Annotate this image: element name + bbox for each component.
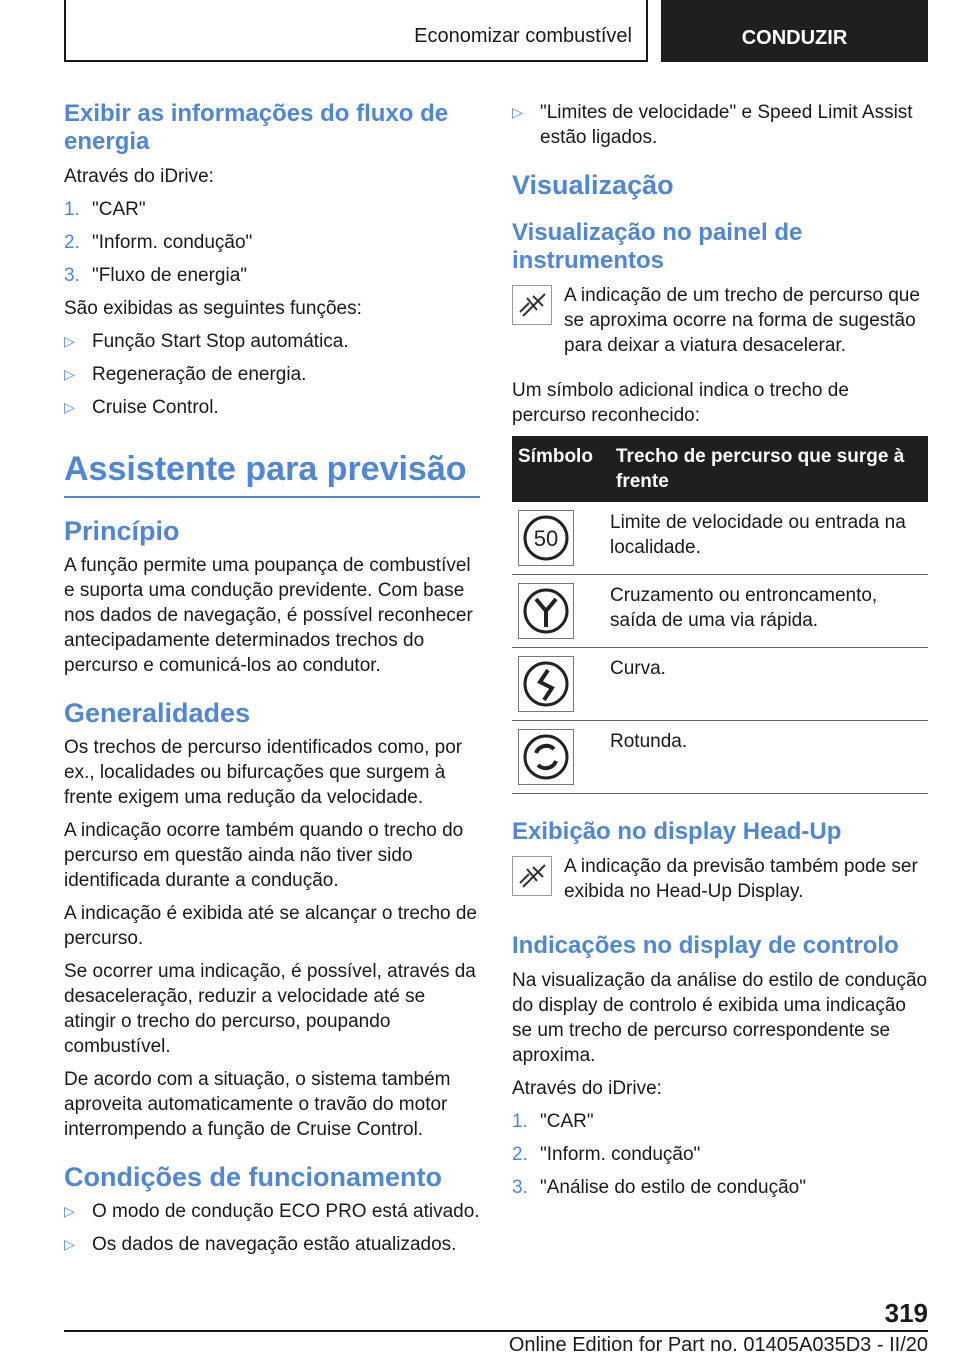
paragraph-general-2: A indicação ocorre também quando o trecho do percurso em questão ainda não tiver sido identificada durante a condução. bbox=[64, 820, 464, 891]
step-number: 3. bbox=[64, 265, 80, 286]
triangle-bullet-icon: ▷ bbox=[64, 1236, 75, 1252]
step-number: 3. bbox=[512, 1177, 528, 1198]
note-text: A indicação da previsão também pode ser exibida no Head-Up Display. bbox=[564, 856, 918, 902]
table-row bbox=[512, 575, 928, 648]
list-item: 1. "CAR" bbox=[512, 1111, 594, 1132]
heading-general: Generalidades bbox=[64, 698, 251, 728]
symbol-table bbox=[512, 436, 928, 794]
conditions-list-continued bbox=[512, 100, 928, 150]
left-column bbox=[64, 100, 480, 1265]
steps-list bbox=[512, 1109, 928, 1200]
note-icon bbox=[512, 285, 552, 325]
heading-conditions: Condições de funcionamento bbox=[64, 1162, 443, 1192]
table-cell: Rotunda. bbox=[610, 721, 928, 794]
step-number: 1. bbox=[64, 199, 80, 220]
list-item: 3. "Fluxo de energia" bbox=[64, 265, 248, 286]
junction-icon bbox=[518, 583, 574, 639]
speed-limit-50-icon bbox=[518, 510, 574, 566]
heading-hud: Exibição no display Head-Up bbox=[512, 818, 842, 845]
functions-list bbox=[64, 329, 480, 420]
note-text: A indicação de um trecho de percurso que se aproxima ocorre na forma de sugestão para deixar a viatura desacelerar. bbox=[564, 285, 920, 356]
heading-principle: Princípio bbox=[64, 516, 180, 546]
paragraph-via-idrive: Através do iDrive: bbox=[512, 1078, 662, 1099]
table-cell: Cruzamento ou entroncamento, saída de uma via rápida. bbox=[610, 575, 928, 648]
paragraph-general-5: De acordo com a situação, o sistema também aproveita automaticamente o travão do motor interrompendo a função de Cruise Control. bbox=[64, 1069, 451, 1140]
conditions-list bbox=[64, 1199, 480, 1257]
table-cell: Curva. bbox=[610, 648, 928, 721]
paragraph-via-idrive: Através do iDrive: bbox=[64, 166, 214, 187]
footer-edition: Online Edition for Part no. 01405A035D3 - II/20 bbox=[508, 1334, 928, 1356]
page-header bbox=[64, 0, 928, 66]
paragraph-control: Na visualização da análise do estilo de condução do display de controlo é exibida uma indicação se um trecho de percurso correspondente se aproxima. bbox=[512, 970, 928, 1066]
roundabout-icon bbox=[518, 729, 574, 785]
footer-divider bbox=[64, 1330, 928, 1332]
note-block bbox=[512, 854, 928, 904]
triangle-bullet-icon: ▷ bbox=[64, 399, 75, 415]
list-item: 1. "CAR" bbox=[64, 199, 146, 220]
paragraph-general-4: Se ocorrer uma indicação, é possível, através da desaceleração, reduzir a velocidade até se atingir o trecho do percurso, poupando combustível. bbox=[64, 961, 476, 1057]
triangle-bullet-icon: ▷ bbox=[512, 104, 523, 120]
right-column bbox=[512, 100, 928, 1208]
heading-control-display: Indicações no display de controlo bbox=[512, 932, 899, 959]
heading-display: Visualização bbox=[512, 170, 674, 200]
note-block bbox=[512, 283, 928, 358]
table-header-row bbox=[512, 436, 928, 502]
list-item: ▷ "Limites de velocidade" e Speed Limit Assist estão ligados. bbox=[512, 102, 913, 148]
heading-assistant: Assistente para previsão bbox=[64, 448, 480, 498]
table-row bbox=[512, 502, 928, 575]
list-item: 3. "Análise do estilo de condução" bbox=[512, 1177, 806, 1198]
list-item: ▷ Cruise Control. bbox=[64, 397, 219, 418]
paragraph-functions-intro: São exibidas as seguintes funções: bbox=[64, 298, 362, 319]
triangle-bullet-icon: ▷ bbox=[64, 333, 75, 349]
paragraph-general-1: Os trechos de percurso identificados como, por ex., localidades ou bifurcações que surgem à frente exigem uma redução da velocidade. bbox=[64, 737, 463, 808]
svg-text:50: 50 bbox=[533, 526, 559, 551]
paragraph-principle: A função permite uma poupança de combustível e suporta uma condução previdente. Com base nos dados de navegação, é possível reconhecer antecipadamente determinados trechos do percurso e comunicá-los ao condutor. bbox=[64, 555, 473, 676]
list-item: 2. "Inform. condução" bbox=[64, 232, 253, 253]
triangle-bullet-icon: ▷ bbox=[64, 1203, 75, 1219]
list-item: ▷ O modo de condução ECO PRO está ativado. bbox=[64, 1201, 480, 1222]
step-number: 2. bbox=[512, 1144, 528, 1165]
curve-icon bbox=[518, 656, 574, 712]
heading-instrument-panel: Visualização no painel de instrumentos bbox=[512, 219, 803, 274]
step-number: 2. bbox=[64, 232, 80, 253]
list-item: ▷ Regeneração de energia. bbox=[64, 364, 307, 385]
note-icon bbox=[512, 856, 552, 896]
header-section-title: Economizar combustível bbox=[64, 0, 648, 62]
heading-energy-flow: Exibir as informações do fluxo de energia bbox=[64, 100, 449, 155]
list-item: ▷ Função Start Stop automática. bbox=[64, 331, 349, 352]
steps-list bbox=[64, 197, 480, 288]
table-cell: Limite de velocidade ou entrada na localidade. bbox=[610, 502, 928, 575]
table-row bbox=[512, 648, 928, 721]
table-row bbox=[512, 721, 928, 794]
list-item: ▷ Os dados de navegação estão atualizados. bbox=[64, 1234, 457, 1255]
page-number: 319 bbox=[884, 1298, 928, 1328]
header-chapter-tab: CONDUZIR bbox=[661, 0, 928, 62]
triangle-bullet-icon: ▷ bbox=[64, 366, 75, 382]
paragraph-general-3: A indicação é exibida até se alcançar o trecho de percurso. bbox=[64, 903, 477, 949]
paragraph-symbol-intro: Um símbolo adicional indica o trecho de percurso reconhecido: bbox=[512, 380, 849, 426]
column-header-section: Trecho de percurso que surge à frente bbox=[610, 436, 928, 502]
list-item: 2. "Inform. condução" bbox=[512, 1144, 701, 1165]
step-number: 1. bbox=[512, 1111, 528, 1132]
column-header-symbol: Símbolo bbox=[512, 436, 610, 502]
